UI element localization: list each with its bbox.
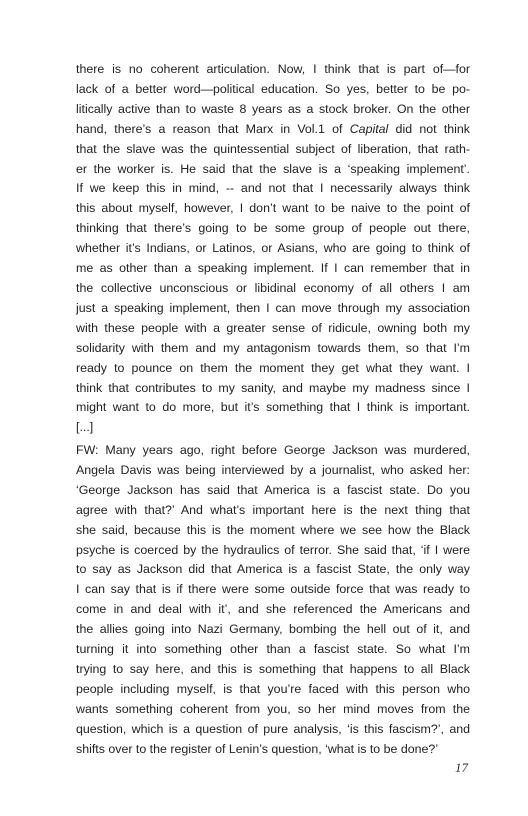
text-line: [...] [76, 420, 94, 435]
text-line: come in and deal with it’, and she referenced the Americans and [76, 602, 470, 617]
text-line: thinking that there’s going to be some group of people out there, [76, 221, 470, 236]
text-line: me as other than a speaking implement. If I can remember that in [76, 261, 470, 276]
text-line: just a speaking implement, then I can move through my association [76, 300, 470, 315]
text-line: she said, because this is the moment where we see how the Black [76, 522, 470, 537]
text-line: agree with that?’ And what’s important here is the next thing that [76, 502, 470, 517]
text-line: this about myself, however, I don’t want to be naive to the point of [76, 201, 470, 216]
page-number: 17 [455, 760, 468, 775]
text-line: psyche is coerced by the hydraulics of terror. She said that, ‘if I were [76, 542, 470, 557]
text-line: there is no coherent articulation. Now, I think that is part of—for [76, 62, 470, 76]
text-line: FW: Many years ago, right before George Jackson was murdered, [76, 443, 470, 457]
text-line: wants something coherent from you, so her mind moves from the [76, 701, 470, 716]
text-line: er the worker is. He said that the slave is a ‘speaking implement’. [76, 161, 470, 176]
text-line: solidarity with them and my antagonism towards them, so that I’m [76, 340, 470, 355]
text-line: trying to say here, and this is something that happens to all Black [76, 661, 470, 676]
text-line: lack of a better word—political education. So yes, better to be po- [76, 81, 470, 96]
text-line: I can say that is if there were some outside force that was ready to [76, 582, 470, 597]
paragraph-2 [76, 441, 470, 760]
text-line: think that contributes to my sanity, and maybe my madness since I [76, 380, 470, 395]
text-line: shifts over to the register of Lenin’s question, ‘what is to be done?’ [76, 741, 439, 756]
text-line: with these people with a greater sense of ridicule, owning both my [76, 320, 470, 335]
text-line: question, which is a question of pure analysis, ‘is this fascism?’, and [76, 721, 470, 736]
book-title: Capital [349, 121, 389, 136]
text-line: litically active than to waste 8 years as a stock broker. On the other [76, 101, 470, 116]
text-line: ‘George Jackson has said that America is a fascist state. Do you [76, 482, 470, 497]
text-line: people including myself, is that you’re faced with this person who [76, 681, 470, 696]
text-line: the collective unconscious or libidinal economy of all others I am [76, 280, 470, 295]
text-line [76, 120, 470, 140]
text-line: might want to do more, but it’s something that I think is important. [76, 400, 470, 415]
text-segment: did not think [388, 121, 470, 136]
text-line: the allies going into Nazi Germany, bombing the hell out of it, and [76, 622, 470, 637]
text-line: that the slave was the quintessential subject of liberation, that rath- [76, 141, 470, 156]
text-line: turning it into something other than a fascist state. So what I’m [76, 642, 470, 657]
text-line: Angela Davis was being interviewed by a journalist, who asked her: [76, 462, 470, 477]
text-line: whether it’s Indians, or Latinos, or Asians, who are going to think of [76, 241, 470, 256]
text-line: to say as Jackson did that America is a fascist State, the only way [76, 562, 470, 577]
text-segment: hand, there’s a reason that Marx in Vol.1 of [76, 121, 350, 136]
text-line: If we keep this in mind, -- and not that I necessarily always think [76, 181, 470, 196]
paragraph-1 [76, 60, 470, 438]
text-line: ready to pounce on them the moment they get what they want. I [76, 360, 470, 375]
